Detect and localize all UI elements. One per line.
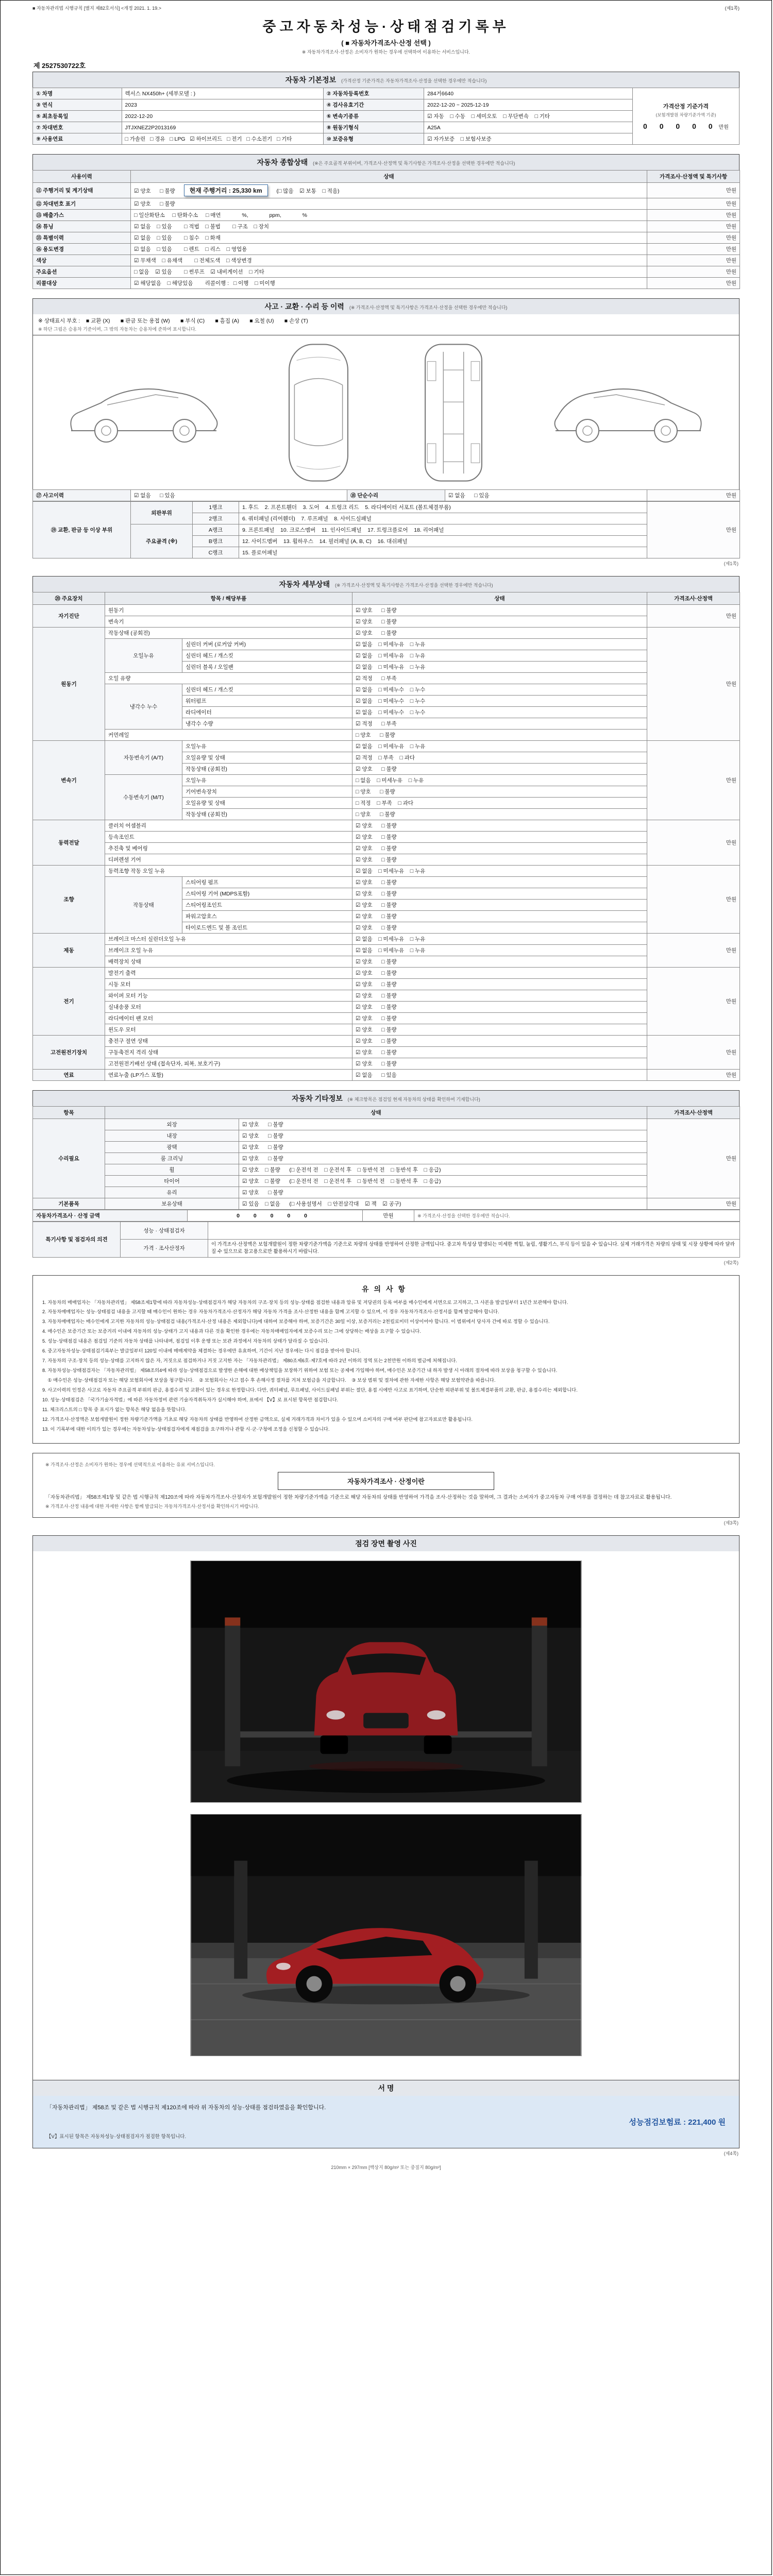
notice-item: 12. 가격조사·산정액은 보험개발원이 정한 차량기준가액을 기초로 해당 자동차의 상태를 반영하여 산정한 금액으로, 실제 거래가격과 차이가 있을 수 있으며 소비자의 구매 여부 판단에 참고자료로만 활용됩니다.: [42, 1416, 473, 1422]
checkbox-group: ☑ 양호 □ 불량: [352, 1036, 647, 1047]
checkbox-group: ☑ 없음 □ 있음: [445, 490, 647, 501]
part-name: 스티어링조인트: [182, 900, 352, 911]
section-title: 점검 장면 촬영 사진: [355, 1539, 417, 1548]
part-name: 동력조향 작동 오일 누유: [105, 866, 352, 877]
etc-item: 휠: [105, 1164, 239, 1176]
checkbox-group: ☑ 양호 □ 불량: [352, 990, 647, 1002]
label: ⑨ 사용연료: [33, 133, 122, 145]
photo-area: [32, 1551, 740, 2080]
form-reference-note: ■ 자동차관리법 시행규칙 [별지 제82호서식] <개정 2021. 1. 19.>: [32, 6, 161, 11]
inspection-premium-value: 221,400 원: [688, 2118, 726, 2127]
row-label: ⑭ 튜닝: [33, 221, 131, 232]
part-name: 원동기: [105, 605, 352, 616]
checkbox-group: ☑ 적정 □ 부족: [352, 673, 647, 684]
etc-item: 광택: [105, 1142, 239, 1153]
part-name: 실린더 커버 (로커암 커버): [182, 639, 352, 650]
part-name: 배력장치 상태: [105, 956, 352, 968]
part-name: 실린더 헤드 / 개스킷: [182, 650, 352, 662]
checkbox-group: ☑ 없음 □ 있음: [131, 490, 347, 501]
part-name: 오일유량 및 상태: [182, 752, 352, 764]
section-basic-info: [32, 72, 740, 88]
status-code-legend: ※ 상태표시 부호 : ■ 교환 (X) ■ 판금 또는 용접 (W) ■ 부식 (C) ■ 흠집 (A) ■ 요철 (U) ■ 손상 (T): [32, 314, 740, 326]
checkbox-group: ☑ 해당없음 □ 해당있음 리콜이행 : □ 이행 □ 미이행: [131, 278, 647, 289]
row-label: ⑯ 용도변경: [33, 244, 131, 255]
checkbox-group: □ 적정 □ 부족 □ 과다: [352, 798, 647, 809]
section-title: 자동차 기타정보: [292, 1094, 343, 1103]
page-marker: (제1쪽): [725, 6, 740, 11]
inspection-premium: [46, 2116, 726, 2127]
outer-panel-label: 외판부위: [131, 502, 193, 524]
part-name: 스티어링 펌프: [182, 877, 352, 888]
accident-history-label: ⑰ 사고이력: [33, 490, 131, 501]
device-group: 동력전달: [33, 820, 105, 866]
price-appraisal-box-title: 자동차가격조사 · 산정이란: [278, 1472, 494, 1490]
row-label: ⑪ 주행거리 및 계기상태: [33, 183, 131, 198]
final-price-note: ※ 가격조사·산정을 선택한 경우에만 적습니다.: [414, 1210, 740, 1222]
part-name: 오일 유량: [105, 673, 352, 684]
device-group: 전기: [33, 968, 105, 1036]
rank-label: 2랭크: [193, 513, 239, 524]
column-header: 상태: [105, 1107, 647, 1119]
checkbox-group: ☑ 양호 □ 불량: [352, 616, 647, 628]
checkbox-group: ☑ 양호 □ 불량: [352, 1047, 647, 1058]
section-title: 자동차 종합상태: [257, 158, 308, 166]
checkbox-group: ☑ 양호 □ 불량: [352, 956, 647, 968]
part-name: 냉각수 수량: [182, 718, 352, 730]
checkbox-group: ☑ 양호 □ 불량: [352, 1013, 647, 1024]
checkbox-group: ☑ 양호 □ 불량: [352, 628, 647, 639]
document-subtitle: ( ■ 자동차가격조사·산정 선택 ): [341, 39, 431, 47]
price-cell: 만원: [647, 232, 740, 244]
section-title: 사고 · 교환 · 수리 등 이력: [264, 302, 344, 311]
checkbox-group: ☑ 없음 □ 있음 □ 적법 □ 불법 □ 구조 □ 장치: [131, 221, 647, 232]
notice-item: 4. 매수인은 보증기간 또는 보증거리 이내에 자동차의 성능·상태가 고지 내용과 다른 것을 확인한 경우에는 자동차매매업자에게 보증수리 또는 그에 상당하는 배상을 요구할 수 있습니다.: [42, 1329, 421, 1334]
part-name: 실린더 블록 / 오일팬: [182, 662, 352, 673]
checkbox-group: ☑ 양호 □ 불량: [239, 1119, 647, 1130]
section-note: (※은 주요골격 부위이며, 가격조사·산정액 및 특기사항은 가격조사·산정을 선택한 경우에만 적습니다): [313, 161, 515, 166]
opinion-author: 성능 · 상태점검자: [121, 1222, 208, 1240]
part-name: 기어변속장치: [182, 786, 352, 798]
part-name: 오일누유: [182, 741, 352, 752]
car-diagram-side-left-icon: [62, 366, 227, 459]
page-marker: (제3쪽): [724, 1520, 738, 1526]
base-price-value: 0 0 0 0 0: [643, 122, 718, 130]
row-label: ⑮ 특별이력: [33, 232, 131, 244]
price-cell: 만원: [647, 934, 740, 968]
document-title: 중고자동차성능·상태점검기록부: [262, 19, 510, 35]
part-name: 라디에이터 팬 모터: [105, 1013, 352, 1024]
column-header: 상태: [352, 592, 647, 605]
notice-item: 13. 이 기록부에 대한 이의가 있는 경우에는 자동차성능·상태점검자에게 재점검을 요구하거나 관할 시·군·구청에 조정을 신청할 수 있습니다.: [42, 1426, 330, 1432]
checkbox-group: ☑ 양호 □ 불량: [239, 1153, 647, 1164]
part-name: 구동축전지 격리 상태: [105, 1047, 352, 1058]
notice-item: 1. 자동차의 매매업자는 「자동차관리법」 제58조제1항에 따라 자동차성능·상태점검자가 해당 자동차의 구조·장치 등의 성능·상태를 점검한 내용과 압류 및 저당권의 등록 여부를 매수인에게 서면으로 고지하고, 그 사본을 발급일부터 1년간 보관해야 합니다.: [42, 1299, 568, 1305]
price-appraisal-note: ※ 가격조사·산정은 소비자가 원하는 경우에 선택적으로 이용하는 유료 서비스입니다.: [45, 1462, 215, 1467]
etc-group: 수리필요: [33, 1119, 105, 1198]
checkbox-group: ☑ 양호 □ 불량: [352, 854, 647, 866]
base-price-unit: 만원: [718, 125, 729, 130]
document-subtitle-note: ※ 자동차가격조사·산정은 소비자가 원하는 경우에 선택하여 이용하는 서비스입니다.: [301, 49, 470, 55]
part-name: 변속기: [105, 616, 352, 628]
checkbox-group: ☑ 양호 □ 불량: [352, 888, 647, 900]
checkbox-group: ☑ 양호 □ 불량: [239, 1130, 647, 1142]
price-cell: 만원: [647, 183, 740, 198]
notice-item: 11. 체크리스트의 □ 항목 중 표시가 없는 항목은 해당 없음을 뜻합니다.: [42, 1406, 187, 1412]
section-title: 서 명: [378, 2084, 394, 2093]
part-name: 추진축 및 베어링: [105, 843, 352, 854]
signature-block: [32, 2096, 740, 2148]
final-price-value: 0 0 0 0 0: [188, 1210, 363, 1222]
signature-note-line: 【V】표시된 항목은 자동차성능·상태점검자가 점검한 항목입니다.: [46, 2134, 187, 2140]
part-name: 스티어링 기어 (MDPS포함): [182, 888, 352, 900]
label: ⑦ 차대번호: [33, 122, 122, 133]
final-price-table: [32, 1210, 740, 1222]
inspection-premium-label: 성능점검보험료 :: [629, 2118, 686, 2127]
column-header: 상태: [131, 171, 647, 183]
row-label: ⑫ 차대번호 표기: [33, 198, 131, 210]
checkbox-group: ☑ 없음 □ 미세누유 □ 누유: [352, 741, 647, 752]
checkbox-group: ☑ 없음 □ 있음 □ 침수 □ 화재: [131, 232, 647, 244]
notice-item: 8. 자동차성능·상태점검자는 「자동차관리법」 제58조의4에 따라 성능·상태점검으로 발생한 손해에 대한 배상책임을 보장하기 위하여 보험 또는 공제에 가입해야 하며, 매수인은 보증기간 내 하자 발생 시 아래의 절차에 따라 보상을 청구할 수 있습니다.: [42, 1368, 558, 1374]
device-group: 제동: [33, 934, 105, 968]
rank-label: C랭크: [193, 547, 239, 558]
basic-info-table: [32, 88, 740, 145]
part-name: 디퍼렌셜 기어: [105, 854, 352, 866]
panel-item-list: 15. 플로어패널: [239, 547, 647, 558]
price-cell: 만원: [647, 1198, 740, 1210]
row-label: 색상: [33, 255, 131, 266]
price-cell: 만원: [647, 266, 740, 278]
detail-table: [32, 592, 740, 1081]
etc-table: [32, 1106, 740, 1210]
etc-group: 기본품목: [33, 1198, 105, 1210]
checkbox-group: ☑ 양호 □ 불량: [352, 968, 647, 979]
inspection-photo-lift-raised: [190, 1561, 582, 1803]
column-header: 항목: [33, 1107, 105, 1119]
checkbox-group: ☑ 없음 □ 있음: [352, 1070, 647, 1081]
value: 284거6640: [424, 88, 633, 99]
checkbox-group: ☑ 양호 □ 불량: [131, 198, 647, 210]
value: 2023: [122, 99, 323, 111]
column-header: 가격조사·산정액: [647, 1107, 740, 1119]
value: 2022-12-20 ~ 2025-12-19: [424, 99, 633, 111]
page-marker: (제4쪽): [724, 2151, 738, 2157]
checkbox-group: ☑ 적정 □ 부족: [352, 718, 647, 730]
column-header: 가격조사·산정액 및 특기사항: [647, 171, 740, 183]
part-name: 오일유량 및 상태: [182, 798, 352, 809]
checkbox-group: (□ 많음 ☑ 보통 □ 적음): [276, 188, 340, 194]
price-cell: 만원: [647, 490, 740, 501]
checkbox-group: □ 양호 □ 불량: [352, 809, 647, 820]
checkbox-group: □ 없음 □ 미세누유 □ 누유: [352, 775, 647, 786]
exchange-panel-table: [32, 501, 740, 558]
checkbox-group: ☑ 양호 □ 불량: [352, 843, 647, 854]
part-name: 고전원전기배선 상태 (접속단자, 피복, 보호기구): [105, 1058, 352, 1070]
price-appraisal-body: 「자동차관리법」 제58조제1항 및 같은 법 시행규칙 제120조에 따라 자동차가격조사·산정자가 보험개발원이 정한 차량기준가액을 기준으로 해당 자동차의 상태를 반영하여 가격을 조사·산정하는 것을 말하며, 그 결과는 소비자가 중고자동차 구매 여부를 결정하는 데 참고자료로 활용됩니다.: [45, 1494, 672, 1500]
base-price-box: [632, 88, 739, 145]
notice-title: 유의사항: [361, 1284, 411, 1293]
opinion-table: [32, 1222, 740, 1258]
final-price-unit: 만원: [363, 1210, 414, 1222]
part-name: 작동상태 (공회전): [182, 809, 352, 820]
checkbox-group: ☑ 없음 □ 미세누유 □ 누유: [352, 662, 647, 673]
checkbox-group: ☑ 없음 □ 있음 □ 렌트 □ 리스 □ 영업용: [131, 244, 647, 255]
checkbox-group: ☑ 양호 □ 불량: [352, 1058, 647, 1070]
base-price-label: 가격산정 기준가격: [663, 104, 709, 110]
checkbox-group: □ 없음 ☑ 있음 □ 썬루프 ☑ 내비게이션 □ 기타: [131, 266, 647, 278]
item-subgroup: 자동변속기 (A/T): [105, 741, 182, 775]
checkbox-group: ☑ 양호 □ 불량: [352, 820, 647, 832]
checkbox-group: ☑ 양호 □ 불량 (□ 운전석 전 □ 운전석 후 □ 동반석 전 □ 동반석 후 □ 응급): [239, 1164, 647, 1176]
price-cell: 만원: [647, 968, 740, 1036]
price-appraisal-info-block: [32, 1453, 740, 1518]
etc-item: 외장: [105, 1119, 239, 1130]
column-header: 항목 / 해당부품: [105, 592, 352, 605]
checkbox-group: □ 양호 □ 불량: [352, 786, 647, 798]
opinion-section-label: 특기사항 및 점검자의 의견: [33, 1222, 121, 1258]
opinion-text: 이 가격조사·산정액은 보험개발원이 정한 차량기준가액을 기준으로 차량의 상태를 반영하여 산정한 금액입니다. 중고차 특성상 발생되는 미세한 찍힘, 눌림, 생활기스, 부식 등이 있을 수 있습니다. 실제 거래가격은 차량의 상태 및 시장 상황에 따라 달라질 수 있으므로 참고용으로만 활용하시기 바랍니다.: [208, 1240, 740, 1258]
value: JTJXNEZ2P2013169: [122, 122, 323, 133]
checkbox-group: ☑ 없음 □ 미세누유 □ 누유: [352, 934, 647, 945]
car-diagram-underbody-icon: [410, 338, 497, 487]
label: ⑩ 보증유형: [323, 133, 424, 145]
paper-size-footer: 210mm × 297mm [백상지 80g/m² 또는 중질지 80g/m²]: [331, 2165, 441, 2171]
notice-item: 6. 중고자동차성능·상태점검기록부는 발급일부터 120일 이내에 매매계약을 체결하는 경우에만 유효하며, 기간이 지난 경우에는 다시 점검을 받아야 합니다.: [42, 1348, 361, 1354]
part-name: 작동상태 (공회전): [105, 628, 352, 639]
section-photos: [32, 1535, 740, 1551]
checkbox-group: ☑ 있음 □ 없음 (□ 사용설명서 □ 안전삼각대 ☑ 잭 ☑ 공구): [239, 1198, 647, 1210]
value: 렉서스 NX450h+ (세부모델 : ): [122, 88, 323, 99]
part-name: 실내송풍 모터: [105, 1002, 352, 1013]
rank-label: 1랭크: [193, 502, 239, 513]
final-price-label: 자동차가격조사 · 산정 금액: [33, 1210, 188, 1222]
row-label: ⑬ 배출가스: [33, 210, 131, 221]
part-name: 워터펌프: [182, 696, 352, 707]
part-name: 등속조인트: [105, 832, 352, 843]
car-diagram-top-icon: [275, 338, 362, 487]
rank-label: A랭크: [193, 524, 239, 536]
price-cell: 만원: [647, 278, 740, 289]
page-marker: (제1쪽): [724, 561, 738, 566]
etc-item: 타이어: [105, 1176, 239, 1187]
checkbox-group: □ 양호 □ 불량: [352, 730, 647, 741]
checkbox-group: ☑ 양호 □ 불량: [352, 911, 647, 922]
price-cell: 만원: [647, 866, 740, 934]
column-header: 사용이력: [33, 171, 131, 183]
etc-item: 보유상태: [105, 1198, 239, 1210]
device-group: 원동기: [33, 628, 105, 741]
checkbox-group: ☑ 양호 □ 불량: [134, 188, 175, 194]
price-cell: 만원: [647, 741, 740, 820]
part-name: 파워고압호스: [182, 911, 352, 922]
part-name: 클러치 어셈블리: [105, 820, 352, 832]
section-signature: [32, 2080, 740, 2096]
part-name: 윈도우 모터: [105, 1024, 352, 1036]
opinion-author: 가격 · 조사산정자: [121, 1240, 208, 1258]
price-cell: 만원: [647, 255, 740, 266]
device-group: 고전원전기장치: [33, 1036, 105, 1070]
notice-item: 5. 성능·상태점검 내용은 점검일 기준의 자동차 상태를 나타내며, 점검일 이후 운행 또는 보관 과정에서 자동차의 상태가 달라질 수 있습니다.: [42, 1338, 329, 1344]
checkbox-group: ☑ 양호 □ 불량 (□ 운전석 전 □ 운전석 후 □ 동반석 전 □ 동반석 후 □ 응급): [239, 1176, 647, 1187]
comprehensive-table: [32, 170, 740, 289]
car-diagram-side-right-icon: [545, 366, 710, 459]
checkbox-group: ☑ 무채색 □ 유채색 □ 전체도색 □ 색상변경: [131, 255, 647, 266]
checkbox-group: ☑ 없음 □ 미세누수 □ 누수: [352, 684, 647, 696]
checkbox-group: □ 가솔린 □ 경유 □ LPG ☑ 하이브리드 □ 전기 □ 수소전기 □ 기타: [122, 133, 323, 145]
checkbox-group: ☑ 없음 □ 미세누유 □ 누유: [352, 945, 647, 956]
price-cell: 만원: [647, 210, 740, 221]
part-name: 타이로드엔드 및 볼 조인트: [182, 922, 352, 934]
checkbox-group: ☑ 자가보증 □ 보험사보증: [424, 133, 633, 145]
checkbox-group: ☑ 양호 □ 불량: [352, 1002, 647, 1013]
price-cell: 만원: [647, 1119, 740, 1198]
label: ④ 검사유효기간: [323, 99, 424, 111]
notice-item: 10. 성능·상태점검은 「국가기술자격법」에 따른 자동차정비 관련 기술자격취득자가 실시해야 하며, 표에서 【V】로 표시된 항목만 점검합니다.: [42, 1397, 339, 1402]
checkbox-group: ☑ 적정 □ 부족 □ 과다: [352, 752, 647, 764]
price-cell: 만원: [647, 244, 740, 255]
car-damage-diagrams: [32, 335, 740, 489]
status-code-legend-note: ※ 하단 그림은 승용차 기준이며, 그 밖의 자동차는 승용차에 준하여 표시합니다.: [32, 326, 740, 335]
section-note: (※ 가격조사·산정액 및 특기사항은 가격조사·산정을 선택한 경우에만 적습니다): [334, 583, 493, 588]
checkbox-group: ☑ 없음 □ 미세누수 □ 누수: [352, 707, 647, 718]
notice-item: 3. 자동차매매업자는 매수인에게 고지한 자동차의 성능·상태점검 내용(가격조사·산정 내용은 제외합니다)에 대하여 보증해야 하며, 보증기간은 30일 이상, 보증거리는 2천킬로미터 이상이어야 합니다. 이 범위에서 당사자 간에 따로 정할 수 있습니다.: [42, 1319, 550, 1325]
checkbox-group: ☑ 양호 □ 불량: [352, 1024, 647, 1036]
etc-item: 유리: [105, 1187, 239, 1198]
panel-item-list: 1. 후드 2. 프론트휀더 3. 도어 4. 트렁크 리드 5. 라디에이터 서포트 (볼트체결부품): [239, 502, 647, 513]
section-etc: [32, 1090, 740, 1106]
part-name: 브레이크 오일 누유: [105, 945, 352, 956]
price-cell: 만원: [647, 1036, 740, 1070]
checkbox-group: ☑ 양호 □ 불량: [352, 900, 647, 911]
exchange-section-label: ⑲ 교환, 판금 등 이상 부위: [33, 502, 131, 558]
simple-repair-label: ⑱ 단순수리: [347, 490, 445, 501]
notice-item: 9. 사고이력의 인정은 사고로 자동차 주요골격 부위의 판금, 용접수리 및 교환이 있는 경우로 한정합니다. 다만, 쿼터패널, 루프패널, 사이드실패널 부위는 절단, 용접 시에만 사고로 표기하며, 단순한 외판부위 및 볼트체결부품의 교환, 판금, 용접수리는 제외합니다.: [42, 1387, 578, 1393]
section-title: 자동차 세부상태: [279, 580, 330, 588]
column-header: 가격조사·산정액: [647, 592, 740, 605]
item-subgroup: 작동상태: [105, 877, 182, 934]
label: ⑧ 원동기형식: [323, 122, 424, 133]
page-marker: (제2쪽): [724, 1260, 738, 1265]
label: ⑤ 최초등록일: [33, 111, 122, 122]
device-group: 연료: [33, 1070, 105, 1081]
checkbox-group: ☑ 없음 □ 미세누수 □ 누수: [352, 696, 647, 707]
price-cell: 만원: [647, 198, 740, 210]
rank-label: B랭크: [193, 536, 239, 547]
section-title: 자동차 기본정보: [285, 76, 337, 84]
part-name: 라디에이터: [182, 707, 352, 718]
label: ② 자동차등록번호: [323, 88, 424, 99]
checkbox-group: ☑ 없음 □ 미세누유 □ 누유: [352, 866, 647, 877]
device-group: 변속기: [33, 741, 105, 820]
checkbox-group: ☑ 양호 □ 불량: [352, 979, 647, 990]
label: ⑥ 변속기종류: [323, 111, 424, 122]
price-cell: 만원: [647, 820, 740, 866]
etc-item: 룸 크리닝: [105, 1153, 239, 1164]
section-note: (※ 체크항목은 점검일 현재 자동차의 상태를 확인하여 기재합니다): [347, 1097, 480, 1102]
price-cell: 만원: [647, 628, 740, 741]
device-group: 조향: [33, 866, 105, 934]
checkbox-group: ☑ 양호 □ 불량: [352, 605, 647, 616]
section-note: (가격산정 기준가격은 자동차가격조사·산정을 선택한 경우에만 적습니다): [341, 78, 487, 83]
part-name: 브레이크 마스터 실린더오일 누유: [105, 934, 352, 945]
part-name: 충전구 절연 상태: [105, 1036, 352, 1047]
checkbox-group: ☑ 양호 □ 불량: [239, 1142, 647, 1153]
checkbox-group: □ 일산화탄소 □ 탄화수소 □ 매연 %, ppm, %: [131, 210, 647, 221]
notice-block: [32, 1275, 740, 1444]
value: A25A: [424, 122, 633, 133]
label: ① 차명: [33, 88, 122, 99]
checkbox-group: ☑ 양호 □ 불량: [352, 877, 647, 888]
part-name: 오일누유: [182, 775, 352, 786]
checkbox-group: ☑ 양호 □ 불량: [352, 922, 647, 934]
inspection-photo-side-view: [190, 1814, 582, 2056]
checkbox-group: ☑ 없음 □ 미세누유 □ 누유: [352, 650, 647, 662]
price-appraisal-note: ※ 가격조사·산정 내용에 대한 자세한 사항은 함께 발급되는 자동차가격조사·산정서를 확인하시기 바랍니다.: [45, 1504, 259, 1510]
value: 2022-12-20: [122, 111, 323, 122]
checkbox-group: ☑ 양호 □ 불량: [352, 764, 647, 775]
document-number: 제 2527530722호: [33, 62, 86, 70]
notice-item: 2. 자동차매매업자는 성능·상태점검 내용을 고지할 때 매수인이 원하는 경우 자동차가격조사·산정자가 해당 자동차 가격을 조사·산정한 내용을 함께 고지할 수 있으며, 이 경우 자동차가격조사·산정서를 함께 발급해야 합니다.: [42, 1309, 499, 1315]
price-cell: 만원: [647, 1070, 740, 1081]
column-header: ⑳ 주요장치: [33, 592, 105, 605]
part-name: 와이퍼 모터 기능: [105, 990, 352, 1002]
section-detail: [32, 576, 740, 592]
device-group: 자기진단: [33, 605, 105, 628]
section-accident-history: [32, 298, 740, 314]
base-price-subnote: (보험개발원 차량기준가액 기준): [656, 112, 716, 117]
notice-item: 7. 자동차의 구조·장치 등의 성능·상태를 고지하지 않은 자, 거짓으로 점검하거나 거짓 고지한 자는 「자동차관리법」 제80조제6호·제7호에 따라 2년 이하의 징역 또는 2천만원 이하의 벌금에 처해집니다.: [42, 1358, 457, 1364]
row-label: 주요옵션: [33, 266, 131, 278]
current-mileage-value: 현재 주행거리 : 25,330 km: [184, 184, 268, 196]
panel-item-list: 9. 프론트패널 10. 크로스멤버 11. 인사이드패널 17. 트렁크플로어 18. 리어패널: [239, 524, 647, 536]
part-name: 발전기 출력: [105, 968, 352, 979]
frame-label: 주요골격 (※): [131, 524, 193, 558]
part-name: 연료누출 (LP가스 포함): [105, 1070, 352, 1081]
etc-item: 내장: [105, 1130, 239, 1142]
signature-confirmation-line: 「자동차관리법」 제58조 및 같은 법 시행규칙 제120조에 따라 위 자동차의 성능·상태를 점검하였음을 확인합니다.: [46, 2105, 326, 2111]
part-name: 시동 모터: [105, 979, 352, 990]
price-cell: 만원: [647, 221, 740, 232]
panel-item-list: 12. 사이드멤버 13. 휠하우스 14. 필러패널 (A, B, C) 16. 대쉬패널: [239, 536, 647, 547]
accident-summary-table: [32, 489, 740, 501]
part-name: 작동상태 (공회전): [182, 764, 352, 775]
row-label: 리콜대상: [33, 278, 131, 289]
price-cell: 만원: [647, 605, 740, 628]
panel-item-list: 6. 쿼터패널 (리어휀더) 7. 루프패널 8. 사이드실패널: [239, 513, 647, 524]
section-comprehensive: [32, 154, 740, 170]
section-note: (※ 가격조사·산정액 및 특기사항은 가격조사·산정을 선택한 경우에만 적습니다): [349, 305, 508, 310]
price-cell: 만원: [647, 502, 740, 558]
checkbox-group: ☑ 양호 □ 불량: [239, 1187, 647, 1198]
item-subgroup: 오일누유: [105, 639, 182, 673]
checkbox-group: ☑ 자동 □ 수동 □ 세미오토 □ 무단변속 □ 기타: [424, 111, 633, 122]
part-name: 실린더 헤드 / 개스킷: [182, 684, 352, 696]
opinion-text: [208, 1222, 740, 1240]
part-name: 커먼레일: [105, 730, 352, 741]
label: ③ 연식: [33, 99, 122, 111]
checkbox-group: ☑ 없음 □ 미세누유 □ 누유: [352, 639, 647, 650]
item-subgroup: 냉각수 누수: [105, 684, 182, 730]
checkbox-group: ☑ 양호 □ 불량: [352, 832, 647, 843]
item-subgroup: 수동변속기 (M/T): [105, 775, 182, 820]
notice-item: ① 매수인은 성능·상태점검자 또는 해당 보험회사에 보상을 청구합니다. ② 보험회사는 사고 접수 후 손해사정 절차를 거쳐 보험금을 지급합니다. ③ 보상 범위 및 절차에 관한 자세한 사항은 해당 보험약관을 따릅니다.: [42, 1378, 496, 1383]
